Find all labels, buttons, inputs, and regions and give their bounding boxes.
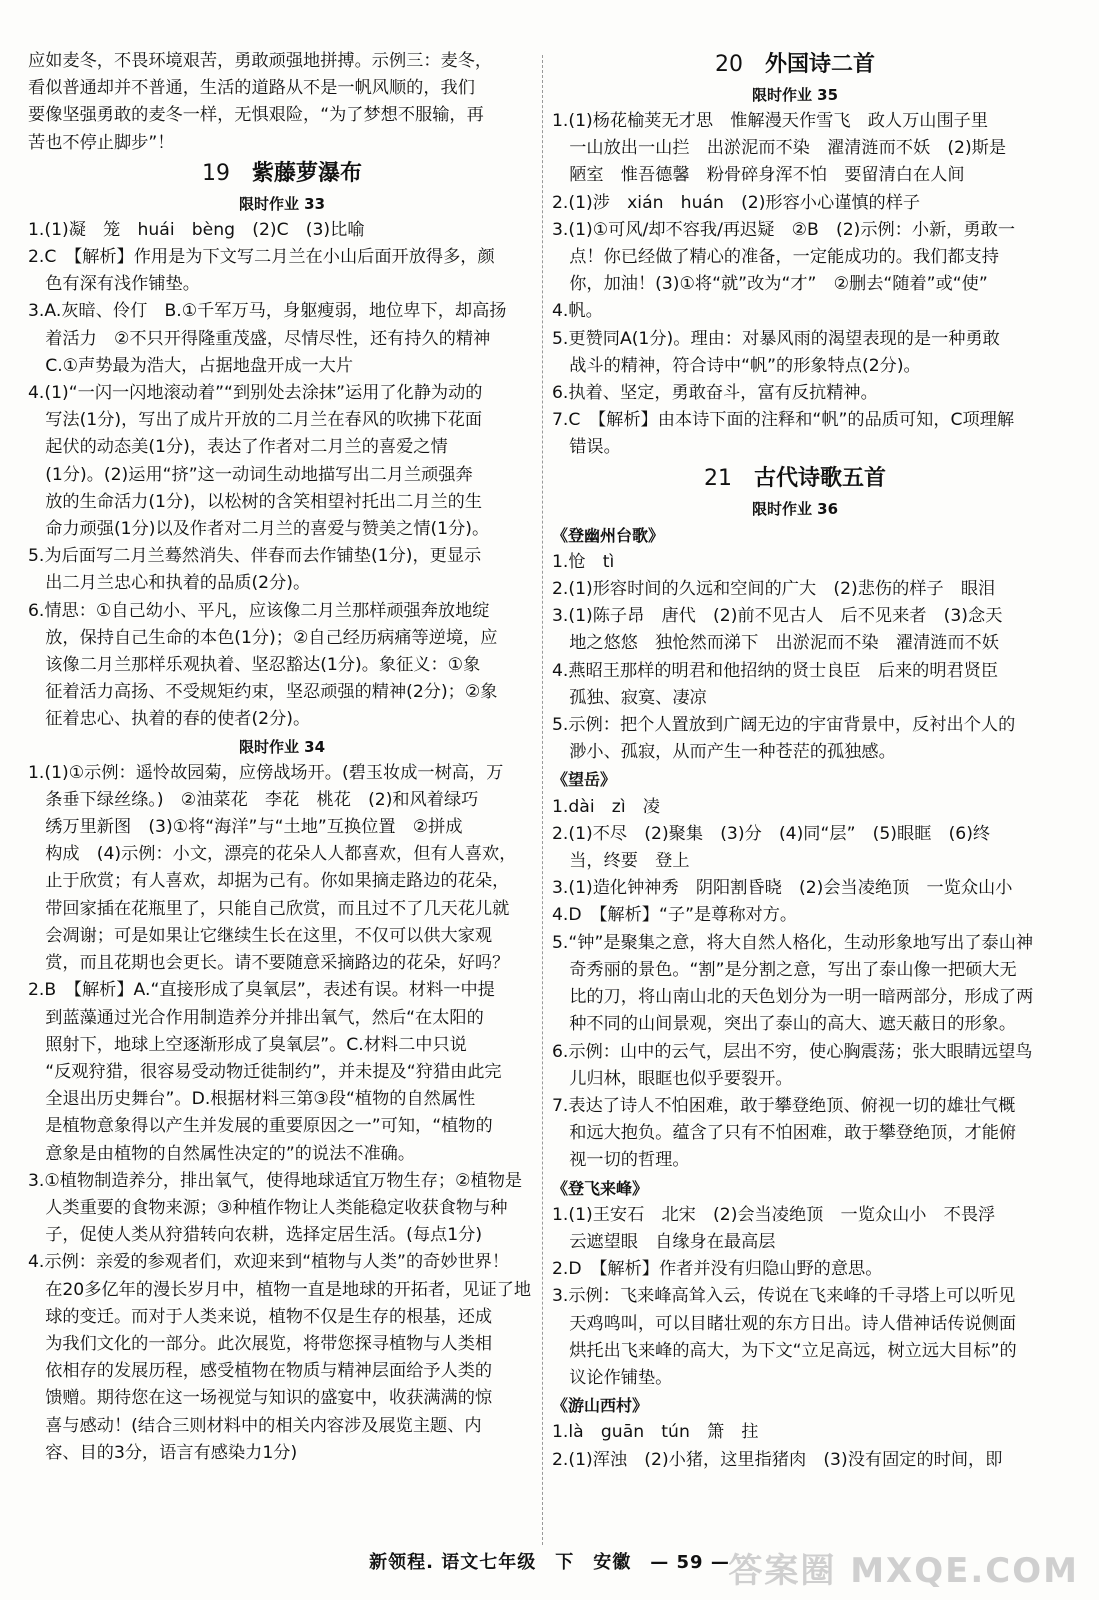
answer-line: 6.情思：①自己幼小、平凡，应该像二月兰那样顽强奔放地绽 [28, 600, 490, 621]
answer-line: 应如麦冬，不畏环境艰苦，勇敢顽强地拼搏。示例三：麦冬， [28, 51, 493, 71]
answer-line: 2.(1)涉 xián huán (2)形容小心谨慎的样子 [552, 192, 921, 213]
answer-line: 馈赠。期待您在这一场视觉与知识的盛宴中，收获满满的惊 [28, 1388, 493, 1409]
section-title-text: 紫藤萝瀑布 [251, 160, 362, 186]
answer-line: C.①声势最为浩大，占据地盘开成一大片 [28, 355, 354, 376]
answer-line: 和远大抱负。蕴含了只有不怕困难，敢于攀登绝顶，才能俯 [552, 1123, 1017, 1144]
answer-line: 地之悠悠 独怆然而涕下 出淤泥而不染 濯清涟而不妖 [552, 633, 999, 654]
answer-line: 陋室 惟吾德馨 粉骨碎身浑不怕 要留清白在人间 [552, 165, 965, 186]
answer-line: 7.表达了诗人不怕困难，敢于攀登绝顶、俯视一切的雄壮气概 [552, 1095, 1016, 1116]
answer-line: 点！你已经做了精心的准备，一定能成功的。我们都支持 [552, 247, 999, 268]
answer-line: 1.(1)王安石 北宋 (2)会当凌绝顶 一览众山小 不畏浮 [552, 1204, 996, 1225]
answer-line: 1.怆 tì [552, 551, 615, 572]
answer-line: 2.(1)形容时间的久远和空间的广大 (2)悲伤的样子 眼泪 [552, 579, 996, 600]
section-title [28, 157, 536, 191]
answer-line: 5.更赞同A(1分)。理由：对暴风雨的渴望表现的是一种勇敢 [552, 328, 1000, 349]
answer-line: 征着忠心、执着的春的使者(2分)。 [28, 709, 311, 730]
answer-line: 4.示例：亲爱的参观者们，欢迎来到“植物与人类”的奇妙世界！ [28, 1252, 510, 1273]
answer-line: 看似普通却并不普通，生活的道路从不是一帆风顺的，我们 [28, 78, 475, 99]
answer-line: 3.A.灰暗、伶仃 B.①千军万马，身躯瘦弱，地位卑下，却高扬 [28, 301, 507, 322]
answer-line: 4.(1)“一闪一闪地滚动着”“到别处去涂抹”运用了化静为动的 [28, 383, 483, 404]
answer-line: 3.(1)陈子昂 唐代 (2)前不见古人 后不见来者 (3)念天 [552, 606, 1003, 627]
answer-line: 1.(1)杨花榆荚无才思 惟解漫天作雪飞 政人万山围子里 [552, 111, 989, 131]
answer-line: 人类重要的食物来源；③种植作物让人类能稳定收获食物与种 [28, 1197, 508, 1218]
answer-line: 照射下，地球上空逐渐形成了臭氧层”。C.材料二中只说 [28, 1034, 467, 1055]
answer-line: 苦也不停止脚步”！ [28, 132, 175, 153]
section-number: 20 [714, 52, 743, 77]
answer-line: 构成 (4)示例：小文，漂亮的花朵人人都喜欢，但有人喜欢， [28, 844, 517, 865]
answer-line: 2.C 【解析】作用是为下文写二月兰在小山后面开放得多，颜 [28, 247, 495, 268]
answer-line: 6.示例：山中的云气，层出不穷，使心胸震荡；张大眼睛远望鸟 [552, 1041, 1033, 1062]
answer-line: 依相存的发展历程，感受植物在物质与精神层面给予人类的 [28, 1361, 493, 1382]
answer-line: 为我们文化的一部分。此次展览，将带您探寻植物与人类相 [28, 1333, 493, 1354]
answer-line: 云遮望眼 自缘身在最高层 [552, 1231, 776, 1252]
answer-line: 1.(1)①示例：遥怜故园菊，应傍战场开。(碧玉妆成一树高，万 [28, 762, 504, 783]
answer-line: 1.dài zì 凌 [552, 796, 660, 817]
answer-line: 战斗的精神，符合诗中“帆”的形象特点(2分)。 [552, 355, 921, 376]
answer-line: 孤独、寂寞、凄凉 [552, 687, 707, 708]
answer-line: 5.示例：把个人置放到广阔无边的宇宙背景中，反衬出个人的 [552, 715, 1016, 736]
section-title-text: 外国诗二首 [764, 52, 875, 77]
answer-line: 在20多亿年的漫长岁月中，植物一直是地球的开拓者，见证了地 [28, 1279, 532, 1300]
poem-title: 《登飞来峰》 [552, 1178, 649, 1198]
answer-line: 5.“钟”是聚集之意，将大自然人格化，生动形象地写出了泰山神 [552, 932, 1034, 953]
answer-line: 当，终要 登上 [552, 851, 690, 872]
answer-line: 2.(1)不尽 (2)聚集 (3)分 (4)同“层” (5)眼眶 (6)终 [552, 823, 991, 844]
exercise-subtitle: 限时作业 35 [751, 86, 839, 104]
answer-line: 绣万里新图 (3)①将“海洋”与“土地”互换位置 ②拼成 [28, 817, 463, 838]
answer-line: 3.示例：飞来峰高耸入云，传说在飞来峰的千寻塔上可以听见 [552, 1286, 1016, 1307]
answer-line: 儿归林，眼眶也似乎要裂开。 [552, 1068, 793, 1089]
answer-line: 喜与感动！(结合三则材料中的相关内容涉及展览主题、内 [28, 1415, 482, 1436]
answer-line: 烘托出飞来峰的高大，为下文“立足高远，树立远大目标”的 [552, 1340, 1017, 1361]
answer-line: 条垂下绿丝绦。) ②油菜花 李花 桃花 (2)和风着绿巧 [28, 789, 479, 810]
answer-line: 1.là guān tún 箫 拄 [552, 1422, 759, 1443]
exercise-subtitle: 限时作业 33 [238, 194, 326, 213]
poem-title: 《望岳》 [552, 770, 617, 790]
answer-line: 起伏的动态美(1分)，表达了作者对二月兰的喜爱之情 [28, 437, 448, 458]
answer-line: 该像二月兰那样乐观执着、坚忍豁达(1分)。象征义：①象 [28, 655, 481, 676]
answer-line: 征着活力高扬、不受规矩约束，坚忍顽强的精神(2分)；②象 [28, 682, 498, 703]
section-title [552, 462, 1038, 496]
answer-line: 子，促使人类从狩猎转向农耕，选择定居生活。(每点1分) [28, 1225, 483, 1246]
answer-line: 天鸡鸣叫，可以目睹壮观的东方日出。诗人借神话传说侧面 [552, 1313, 1017, 1334]
answer-line: 7.C 【解析】由本诗下面的注释和“帆”的品质可知，C项理解 [552, 410, 1015, 431]
answer-line: 色有深有浅作铺垫。 [28, 274, 200, 295]
poem-title: 《游山西村》 [552, 1396, 649, 1416]
exercise-subtitle: 限时作业 36 [751, 499, 839, 518]
answer-line: 4.帆。 [552, 301, 603, 322]
section-title-text: 古代诗歌五首 [753, 465, 886, 491]
answer-line: 4.D 【解析】“子”是尊称对方。 [552, 905, 798, 926]
section-title [552, 48, 1038, 82]
answer-line: 止于欣赏；有人喜欢，却据为己有。你如果摘走路边的花朵， [28, 871, 510, 892]
answer-line: 意象是由植物的自然属性决定的”的说法不准确。 [28, 1143, 416, 1164]
answer-line: 赏，而且花期也会更长。请不要随意采摘路边的花朵，好吗？ [28, 953, 510, 974]
answer-line: 议论作铺垫。 [552, 1367, 673, 1388]
section-number: 21 [703, 465, 732, 491]
answer-line: 会凋谢；可是如果让它继续生长在这里，不仅可以供大家观 [28, 925, 493, 946]
answer-line: 容、目的3分，语言有感染力1分) [28, 1442, 298, 1463]
answer-line: 3.①植物制造养分，排出氧气，使得地球适宜万物生存；②植物是 [28, 1170, 523, 1191]
left-column [28, 48, 536, 1467]
answer-line: 要像坚强勇敢的麦冬一样，无惧艰险，“为了梦想不服输，再 [28, 105, 484, 126]
page-footer: 新领程. 语文七年级 下 安徽 — 59 — [369, 1552, 730, 1573]
answer-line: 渺小、孤寂，从而产生一种苍茫的孤独感。 [552, 742, 896, 763]
answer-line: 全退出历史舞台”。D.根据材料三第③段“植物的自然属性 [28, 1089, 476, 1110]
answer-line: 你，加油！(3)①将“就”改为“才” ②删去“随着”或“使” [552, 274, 988, 295]
answer-line: 3.(1)①可风/却不容我/再迟疑 ②B (2)示例：小新，勇敢一 [552, 219, 1016, 240]
column-divider [542, 55, 543, 1545]
section-number: 19 [201, 160, 230, 186]
answer-line: 比的刀，将山南山北的天色划分为一明一暗两部分，形成了两 [552, 987, 1034, 1008]
answer-line: 2.B 【解析】A.“直接形成了臭氧层”，表述有误。材料一中提 [28, 980, 495, 1001]
answer-line: 6.执着、坚定，勇敢奋斗，富有反抗精神。 [552, 383, 878, 404]
right-column [552, 48, 1038, 1474]
answer-line: 放的生命活力(1分)，以松树的含笑相望衬托出二月兰的生 [28, 491, 483, 512]
answer-line: 视一切的哲理。 [552, 1150, 690, 1171]
answer-line: 球的变迁。而对于人类来说，植物不仅是生存的根基，还成 [28, 1306, 493, 1327]
watermark-logo: 答案圈 MXQE.COM [728, 1551, 1079, 1591]
answer-line: 错误。 [552, 437, 621, 458]
answer-line: (1分)。(2)运用“挤”这一动词生动地描写出二月兰顽强奔 [28, 464, 473, 485]
answer-line: 是植物意象得以产生并发展的重要原因之一”可知，“植物的 [28, 1116, 493, 1137]
answer-line: “反观狩猎，很容易受动物迁徙制约”，并未提及“狩猎由此完 [28, 1061, 502, 1082]
answer-line: 放，保持自己生命的本色(1分)；②自己经历病痛等逆境，应 [28, 627, 498, 648]
exercise-subtitle: 限时作业 34 [238, 737, 326, 756]
answer-line: 一山放出一山拦 出淤泥而不染 濯清涟而不妖 (2)斯是 [552, 138, 1007, 159]
answer-line: 到蓝藻通过光合作用制造养分并排出氧气，然后“在太阳的 [28, 1007, 484, 1028]
answer-line: 种不同的山间景观，突出了泰山的高大、遮天蔽日的形象。 [552, 1014, 1017, 1035]
answer-line: 着活力 ②不只开得隆重茂盛，尽情尽性，还有持久的精神 [28, 328, 491, 349]
answer-line: 写法(1分)，写出了成片开放的二月兰在春风的吹拂下花面 [28, 410, 483, 431]
answer-line: 命力顽强(1分)以及作者对二月兰的喜爱与赞美之情(1分)。 [28, 519, 490, 540]
answer-line: 4.燕昭王那样的明君和他招纳的贤士良臣 后来的明君贤臣 [552, 660, 999, 681]
answer-line: 2.(1)浑浊 (2)小猪，这里指猪肉 (3)没有固定的时间，即 [552, 1449, 1003, 1470]
poem-title: 《登幽州台歌》 [552, 525, 665, 545]
answer-line: 奇秀丽的景色。“割”是分割之意，写出了泰山像一把硕大无 [552, 959, 1017, 980]
answer-line: 出二月兰忠心和执着的品质(2分)。 [28, 573, 311, 594]
answer-line: 5.为后面写二月兰蓦然消失、伴春而去作铺垫(1分)，更显示 [28, 546, 482, 567]
answer-line: 1.(1)凝 笼 huái bèng (2)C (3)比喻 [28, 219, 365, 240]
answer-line: 3.(1)造化钟神秀 阴阳割昏晓 (2)会当凌绝顶 一览众山小 [552, 878, 1013, 899]
answer-line: 带回家插在花瓶里了，只能自己欣赏，而且过不了几天花儿就 [28, 898, 510, 919]
answer-line: 2.D 【解析】作者并没有归隐山野的意思。 [552, 1259, 883, 1280]
